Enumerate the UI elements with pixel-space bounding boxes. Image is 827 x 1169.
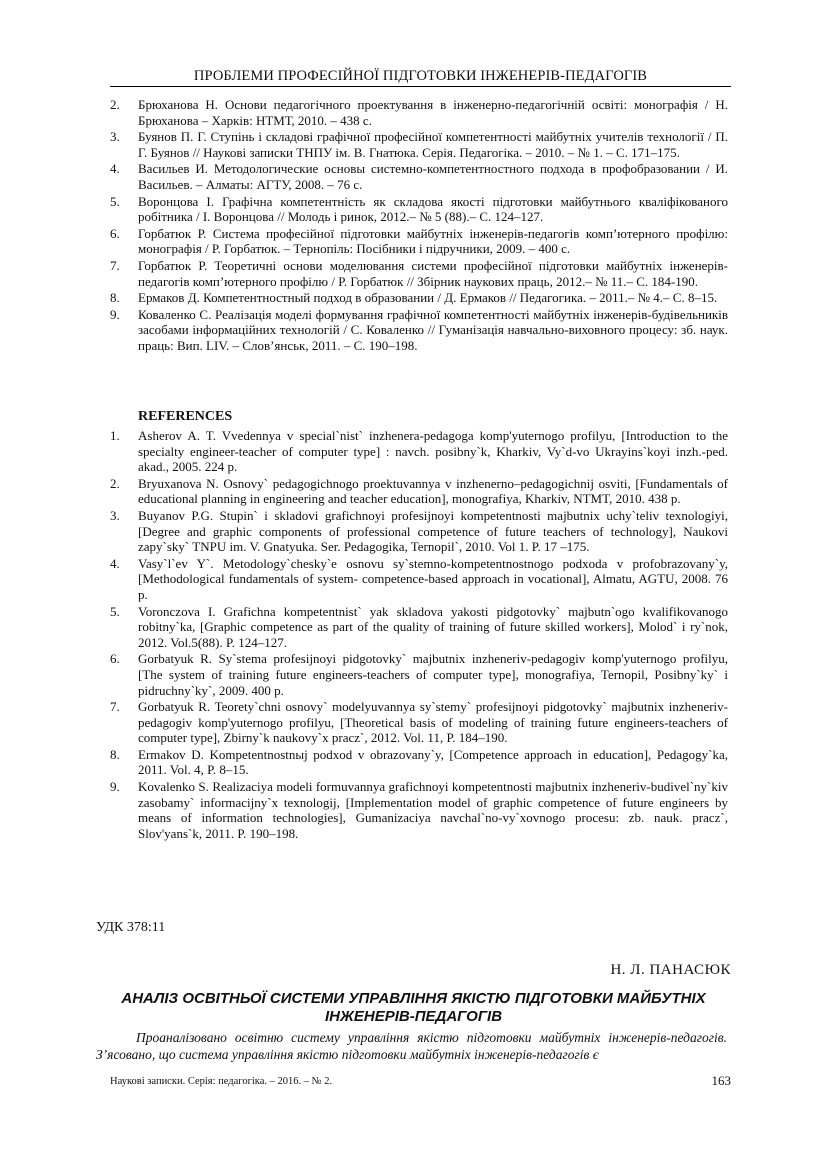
reference-number: 3.	[110, 129, 120, 145]
reference-text: Gorbatyuk R. Teorety`chni osnovy` modelyuvannya sy`stemy` profesijnoyi pidgotovky` majbutnix inzheneriv-pedagogiv komp'yuternogo profilyu, [Theoretical basis of modeling of training future engineers-teachers of computer type], Zbirny`k naukovy`x pracz`, 2012. Vol. 11, P. 184–190.	[138, 699, 728, 746]
reference-text: Kovalenko S. Realizaciya modeli formuvannya grafichnoyi kompetentnosti majbutnix inzheneriv-budivel`ny`kiv zasobamy` informacijny`x texnologij, [Implementation model of graphic competence of future engineers by means of information technologies], Gumanizaciya navchal`no-vy`xovnogo procesu: zb. nauk. pracz`, Slov'yans`k, 2011. P. 190–198.	[138, 779, 728, 841]
reference-text: Васильев И. Методологические основы системно-компетентностного подхода в профобразовании / И. Васильев. – Алматы: АГТУ, 2008. – 76 с.	[138, 161, 728, 192]
reference-text: Vasy`l`ev Y`. Metodology`chesky`e osnovu sy`stemno-kompetentnostnogo podxoda v profobrazovany`y, [Methodological fundamentals of system- competence-based approach in vocational], Almatu, AGTU, 2008. 76 p.	[138, 555, 728, 602]
reference-item	[110, 604, 728, 651]
reference-text: Буянов П. Г. Ступінь і складові графічної професійної компетентності майбутніх учителів технології / П. Г. Буянов // Наукові записки ТНПУ ім. В. Гнатюка. Серія. Педагогіка. – 2010. – № 1. – С. 171–175.	[138, 129, 728, 160]
reference-item	[110, 779, 728, 841]
reference-number: 8.	[110, 290, 120, 306]
reference-number: 4.	[110, 161, 120, 177]
article-author: Н. Л. ПАНАСЮК	[610, 962, 731, 978]
udk-code: УДК 378:11	[96, 920, 166, 935]
reference-item	[110, 258, 728, 289]
reference-text: Ermakov D. Kompetentnostnыj podxod v obrazovany`y, [Competence approach in education], Pedagogy`ka, 2011. Vol. 4, P. 8–15.	[138, 746, 728, 778]
reference-item	[110, 699, 728, 746]
references-list	[110, 428, 728, 842]
reference-number: 5.	[110, 603, 120, 619]
reference-number: 2.	[110, 475, 120, 491]
reference-item	[110, 556, 728, 603]
reference-item	[110, 97, 728, 128]
reference-text: Горбатюк Р. Теоретичні основи моделювання системи професійної підготовки майбутніх інженерів-педагогів комп’ютерного профілю / Р. Горбатюк // Збірник наукових праць, 2012.– № 11.– С. 184-190.	[138, 257, 728, 289]
reference-number: 1.	[110, 428, 120, 443]
reference-item	[110, 747, 728, 778]
reference-number: 5.	[110, 193, 120, 209]
reference-text: Горбатюк Р. Система професійної підготовки майбутніх інженерів-педагогів комп’ютерного профілю: монографія / Р. Горбатюк. – Тернопіль: Посібники і підручники, 2009. – 400 с.	[138, 225, 728, 257]
reference-item	[110, 194, 728, 225]
page-number: 163	[711, 1073, 731, 1088]
reference-item	[110, 290, 728, 306]
reference-item	[110, 161, 728, 192]
reference-number: 7.	[110, 699, 120, 715]
reference-number: 9.	[110, 306, 120, 322]
reference-text: Воронцова І. Графічна компетентність як складова якості підготовки майбутнього кваліфікованого робітника / І. Воронцова // Молодь і ринок, 2012.– № 5 (88).– С. 124–127.	[138, 193, 728, 225]
reference-text: Bryuxanova N. Osnovy` pedagogichnogo proektuvannya v inzhenerno–pedagogichnij osviti, [Fundamentals of educational planning in engineering and teacher education], monografiya, Kharkiv, NTMT, 2010. 438 p.	[138, 475, 728, 507]
reference-item	[110, 651, 728, 698]
reference-item	[110, 226, 728, 257]
reference-item	[110, 508, 728, 555]
reference-number: 4.	[110, 555, 120, 571]
reference-item	[110, 129, 728, 160]
ukrainian-reference-list	[110, 97, 728, 355]
reference-text: Buyanov P.G. Stupin` i skladovi grafichnoyi profesijnoyi kompetentnosti majbutnix uchy`teliv texnologiyi, [Degree and graphic components of professional competence of future teachers of technology], Naukovi zapy`sky` TNPU im. V. Gnatyuka. Ser. Pedagogika, Ternopil`, 2010. Vol 1. P. 17 –175.	[138, 507, 728, 555]
page-footer	[110, 1073, 731, 1088]
reference-number: 7.	[110, 257, 120, 273]
reference-text: Коваленко С. Реалізація моделі формування графічної компетентності майбутніх інженерів-будівельників засобами інформаційних технологій / С. Коваленко // Гуманізація навчально-виховного процесу: зб. наук. праць: Вип. LIV. – Слов’янськ, 2011. – С. 190–198.	[138, 306, 728, 353]
reference-number: 6.	[110, 225, 120, 241]
reference-text: Gorbatyuk R. Sy`stema profesijnoyi pidgotovky` majbutnix inzheneriv-pedagogiv komp'yuternogo profilyu, [The system of training future engineers-teachers of computer type], monografiya, Ternopil, Posibny`ky` i pidruchny`ky`, 2009. 400 p.	[138, 651, 728, 698]
reference-number: 6.	[110, 651, 120, 667]
running-header: ПРОБЛЕМИ ПРОФЕСІЙНОЇ ПІДГОТОВКИ ІНЖЕНЕРІВ-ПЕДАГОГІВ	[110, 68, 731, 87]
reference-number: 8.	[110, 746, 120, 762]
reference-text: Voronczova I. Grafichna kompetentnist` yak skladova yakosti pidgotovky` majbutn`ogo kvalifikovanogo robitny`ka, [Graphic competence as part of the quality of training of future skilled workers], Molod` i ry`nok, 2012. Vol.5(88). P. 124–127.	[138, 603, 728, 650]
reference-item	[110, 307, 728, 354]
footer-journal: Наукові записки. Серія: педагогіка. – 2016. – № 2.	[110, 1076, 333, 1087]
reference-number: 9.	[110, 779, 120, 795]
article-title: АНАЛІЗ ОСВІТНЬОЇ СИСТЕМИ УПРАВЛІННЯ ЯКІСТЮ ПІДГОТОВКИ МАЙБУТНІХ ІНЖЕНЕРІВ-ПЕДАГОГІВ	[121, 990, 706, 1025]
references-heading: REFERENCES	[138, 409, 233, 424]
reference-number: 3.	[110, 507, 120, 523]
reference-text: Asherov A. T. Vvedennya v special`nist` inzhenera-pedagoga komp'yuternogo profilyu, [Introduction to the specialty engineer-teacher of computer type] : navch. posibny`k, Kharkiv, Vy`d-vo Ukrayins`koyi inzh.-ped. akad., 2005. 224 p.	[138, 428, 728, 475]
reference-item	[110, 428, 728, 475]
reference-text: Ермаков Д. Компетентностный подход в образовании / Д. Ермаков // Педагогика. – 2011.– № 4.– С. 8–15.	[138, 290, 718, 306]
article-abstract: Проаналізовано освітню систему управління якістю підготовки майбутніх інженерів-педагогів. З’ясовано, що система управління якістю підготовки майбутніх інженерів-педагогів є	[96, 1030, 727, 1062]
reference-item	[110, 476, 728, 507]
reference-text: Брюханова Н. Основи педагогічного проектування в інженерно-педагогічній освіті: монографія / Н. Брюханова – Харків: НТМТ, 2010. – 438 с.	[138, 97, 728, 128]
reference-number: 2.	[110, 97, 120, 112]
